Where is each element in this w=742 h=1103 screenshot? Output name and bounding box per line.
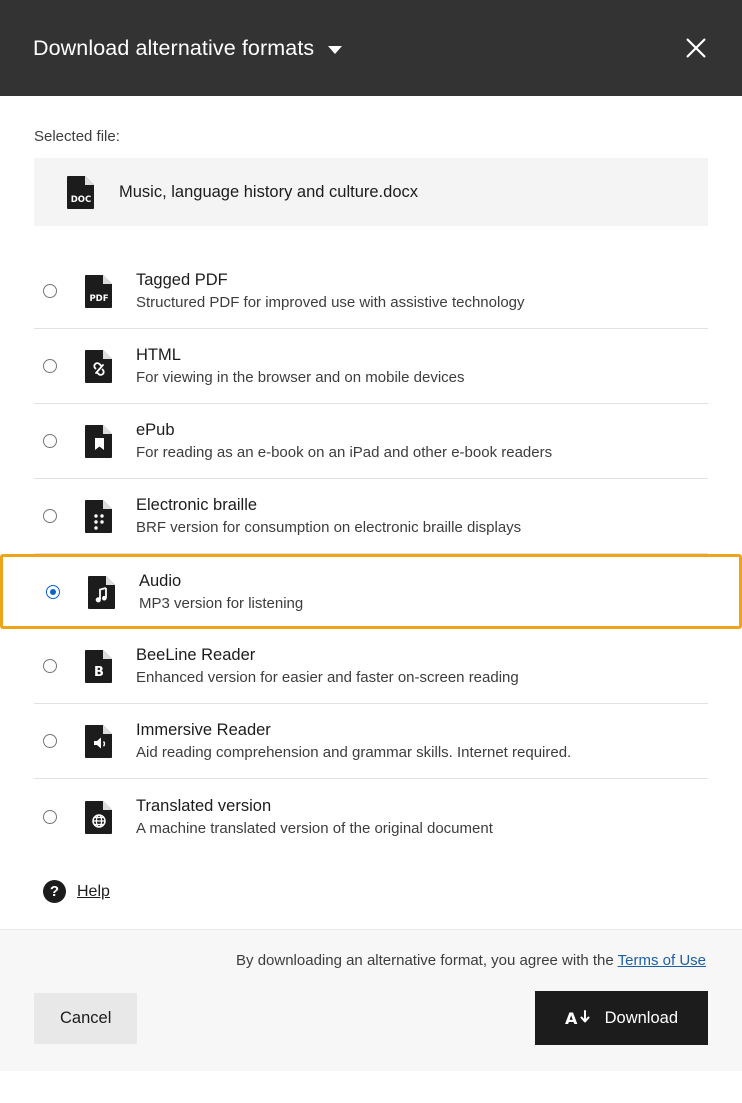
dialog-footer	[0, 929, 742, 1071]
translated-file-icon	[84, 800, 114, 834]
help-link[interactable]: Help	[77, 882, 110, 900]
option-title: Tagged PDF	[136, 271, 228, 289]
beeline-file-icon	[84, 649, 114, 683]
footer-actions	[34, 991, 708, 1045]
selected-file-name: Music, language history and culture.docx	[119, 182, 418, 201]
epub-file-icon	[84, 424, 114, 458]
audio-file-icon	[87, 575, 117, 609]
radio-beeline-reader[interactable]	[43, 659, 57, 673]
svg-text:DOC: DOC	[70, 195, 92, 205]
option-tagged-pdf[interactable]	[34, 254, 708, 329]
radio-tagged-pdf[interactable]	[43, 284, 57, 298]
question-mark-icon: ?	[43, 880, 66, 903]
doc-file-icon	[66, 175, 96, 209]
format-options-list	[34, 254, 708, 854]
page-title: Download alternative formats	[33, 35, 315, 60]
option-immersive-reader[interactable]	[34, 704, 708, 779]
terms-text: By downloading an alternative format, you agree with the	[236, 952, 618, 969]
option-translated-version[interactable]	[34, 779, 708, 854]
option-title: ePub	[136, 421, 175, 439]
terms-of-use-link[interactable]: Terms of Use	[617, 952, 706, 969]
dialog-body	[0, 96, 742, 929]
pdf-file-icon	[84, 274, 114, 308]
option-title: Audio	[139, 571, 182, 590]
svg-text:B: B	[94, 665, 104, 680]
radio-html[interactable]	[43, 359, 57, 373]
close-icon	[684, 36, 708, 60]
option-title: HTML	[136, 346, 181, 364]
option-electronic-braille[interactable]	[34, 479, 708, 554]
selected-file-row	[34, 158, 708, 226]
help-row[interactable]	[34, 854, 708, 929]
option-audio[interactable]	[0, 554, 742, 629]
radio-immersive-reader[interactable]	[43, 734, 57, 748]
option-description: BRF version for consumption on electronic braille displays	[136, 519, 522, 536]
option-description: MP3 version for listening	[139, 594, 304, 612]
option-description: For reading as an e-book on an iPad and other e-book readers	[136, 444, 553, 461]
option-beeline-reader[interactable]	[34, 629, 708, 704]
font-download-icon	[565, 1008, 591, 1028]
radio-translated-version[interactable]	[43, 810, 57, 824]
option-title: Electronic braille	[136, 496, 258, 514]
radio-audio[interactable]	[46, 585, 60, 599]
dialog-title-group[interactable]	[33, 36, 676, 61]
chevron-down-icon[interactable]	[328, 46, 342, 54]
cancel-button[interactable]: Cancel	[34, 993, 137, 1044]
option-description: A machine translated version of the original document	[136, 819, 493, 837]
terms-notice	[34, 952, 708, 969]
download-button[interactable]	[535, 991, 708, 1045]
option-description: For viewing in the browser and on mobile devices	[136, 369, 465, 386]
option-description: Enhanced version for easier and faster on-screen reading	[136, 669, 519, 686]
svg-text:A: A	[564, 1009, 577, 1028]
option-title: Translated version	[136, 796, 272, 815]
option-html[interactable]	[34, 329, 708, 404]
close-button[interactable]	[676, 28, 716, 68]
option-description: Structured PDF for improved use with assistive technology	[136, 294, 525, 311]
option-title: Immersive Reader	[136, 721, 271, 739]
svg-text:PDF: PDF	[89, 294, 109, 304]
radio-electronic-braille[interactable]	[43, 509, 57, 523]
option-epub[interactable]	[34, 404, 708, 479]
option-title: BeeLine Reader	[136, 646, 256, 664]
dialog-header	[0, 0, 742, 96]
immersive-reader-file-icon	[84, 724, 114, 758]
option-description: Aid reading comprehension and grammar skills. Internet required.	[136, 744, 572, 761]
download-button-label: Download	[604, 1008, 678, 1027]
selected-file-label: Selected file:	[34, 128, 120, 145]
html-file-icon	[84, 349, 114, 383]
radio-epub[interactable]	[43, 434, 57, 448]
braille-file-icon	[84, 499, 114, 533]
